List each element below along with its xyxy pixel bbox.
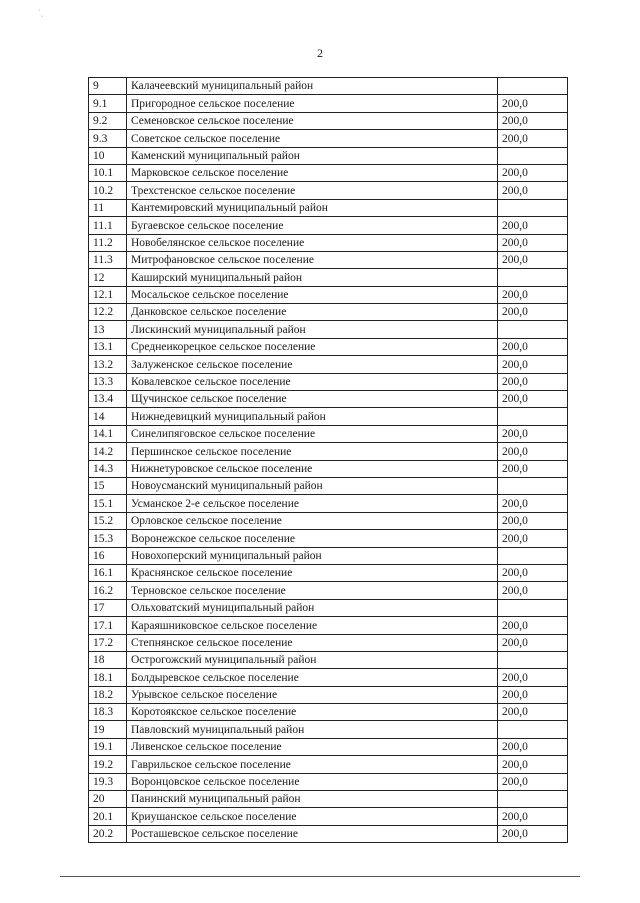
row-name: Данковское сельское поселение	[127, 304, 498, 321]
district-row	[89, 791, 568, 808]
row-amount: 200,0	[498, 164, 568, 181]
row-number: 13.2	[89, 356, 127, 373]
settlement-row	[89, 130, 568, 147]
settlement-row	[89, 217, 568, 234]
row-name: Павловский муниципальный район	[127, 721, 498, 738]
row-amount: 200,0	[498, 217, 568, 234]
row-name: Воронежское сельское поселение	[127, 530, 498, 547]
row-name: Гаврильское сельское поселение	[127, 756, 498, 773]
row-number: 20.2	[89, 825, 127, 842]
row-number: 12	[89, 269, 127, 286]
row-amount: 200,0	[498, 251, 568, 268]
row-amount: 200,0	[498, 95, 568, 112]
settlement-row	[89, 425, 568, 442]
row-number: 10.1	[89, 164, 127, 181]
settlement-row	[89, 234, 568, 251]
row-name: Лискинский муниципальный район	[127, 321, 498, 338]
row-amount: 200,0	[498, 286, 568, 303]
row-number: 15	[89, 477, 127, 494]
settlement-row	[89, 338, 568, 355]
district-row	[89, 721, 568, 738]
row-number: 11.2	[89, 234, 127, 251]
row-amount: 200,0	[498, 617, 568, 634]
row-amount: 200,0	[498, 373, 568, 390]
row-amount	[498, 408, 568, 425]
settlement-row	[89, 634, 568, 651]
settlement-row	[89, 530, 568, 547]
row-name: Советское сельское поселение	[127, 130, 498, 147]
row-number: 11.1	[89, 217, 127, 234]
page-number: 2	[317, 46, 323, 60]
row-name: Щучинское сельское поселение	[127, 391, 498, 408]
row-amount: 200,0	[498, 304, 568, 321]
row-name: Урывское сельское поселение	[127, 686, 498, 703]
row-number: 14.1	[89, 425, 127, 442]
district-row	[89, 547, 568, 564]
settlement-row	[89, 738, 568, 755]
district-row	[89, 78, 568, 95]
row-name: Ольховатский муниципальный район	[127, 599, 498, 616]
row-amount: 200,0	[498, 825, 568, 842]
row-amount: 200,0	[498, 564, 568, 581]
row-name: Каменский муниципальный район	[127, 147, 498, 164]
row-amount: 200,0	[498, 338, 568, 355]
district-row	[89, 651, 568, 668]
row-number: 9.3	[89, 130, 127, 147]
row-number: 19.1	[89, 738, 127, 755]
row-number: 16.2	[89, 582, 127, 599]
settlement-row	[89, 373, 568, 390]
row-amount: 200,0	[498, 773, 568, 790]
row-name: Орловское сельское поселение	[127, 512, 498, 529]
row-name: Терновское сельское поселение	[127, 582, 498, 599]
settlement-row	[89, 286, 568, 303]
row-number: 18.2	[89, 686, 127, 703]
row-name: Марковское сельское поселение	[127, 164, 498, 181]
row-name: Краснянское сельское поселение	[127, 564, 498, 581]
settlement-row	[89, 512, 568, 529]
row-number: 18.3	[89, 704, 127, 721]
row-name: Залуженское сельское поселение	[127, 356, 498, 373]
row-number: 10	[89, 147, 127, 164]
settlement-row	[89, 756, 568, 773]
row-amount	[498, 199, 568, 216]
row-amount: 200,0	[498, 512, 568, 529]
row-name: Нижнетуровское сельское поселение	[127, 460, 498, 477]
row-name: Воронцовское сельское поселение	[127, 773, 498, 790]
settlement-row	[89, 460, 568, 477]
row-number: 20	[89, 791, 127, 808]
row-number: 13.1	[89, 338, 127, 355]
district-row	[89, 147, 568, 164]
row-number: 15.2	[89, 512, 127, 529]
row-amount: 200,0	[498, 686, 568, 703]
row-amount: 200,0	[498, 530, 568, 547]
row-amount: 200,0	[498, 808, 568, 825]
table-body	[89, 78, 568, 843]
row-name: Ковалевское сельское поселение	[127, 373, 498, 390]
row-number: 12.1	[89, 286, 127, 303]
row-name: Каширский муниципальный район	[127, 269, 498, 286]
row-number: 10.2	[89, 182, 127, 199]
settlement-row	[89, 686, 568, 703]
row-number: 12.2	[89, 304, 127, 321]
row-name: Кантемировский муниципальный район	[127, 199, 498, 216]
row-number: 13	[89, 321, 127, 338]
row-amount	[498, 547, 568, 564]
settlement-row	[89, 495, 568, 512]
row-amount: 200,0	[498, 112, 568, 129]
row-amount	[498, 321, 568, 338]
footer-divider	[60, 876, 580, 877]
district-row	[89, 321, 568, 338]
row-name: Бугаевское сельское поселение	[127, 217, 498, 234]
row-number: 14.2	[89, 443, 127, 460]
row-number: 9.1	[89, 95, 127, 112]
row-name: Степнянское сельское поселение	[127, 634, 498, 651]
row-number: 19.2	[89, 756, 127, 773]
row-number: 16	[89, 547, 127, 564]
row-name: Мосальское сельское поселение	[127, 286, 498, 303]
row-name: Усманское 2-е сельское поселение	[127, 495, 498, 512]
row-amount	[498, 269, 568, 286]
row-number: 19	[89, 721, 127, 738]
row-name: Пригородное сельское поселение	[127, 95, 498, 112]
allocation-table	[88, 77, 568, 843]
settlement-row	[89, 773, 568, 790]
row-amount: 200,0	[498, 634, 568, 651]
settlement-row	[89, 112, 568, 129]
row-name: Коротоякское сельское поселение	[127, 704, 498, 721]
row-amount: 200,0	[498, 234, 568, 251]
settlement-row	[89, 564, 568, 581]
row-name: Митрофановское сельское поселение	[127, 251, 498, 268]
row-amount	[498, 477, 568, 494]
settlement-row	[89, 704, 568, 721]
settlement-row	[89, 356, 568, 373]
row-name: Нижнедевицкий муниципальный район	[127, 408, 498, 425]
settlement-row	[89, 164, 568, 181]
settlement-row	[89, 251, 568, 268]
settlement-row	[89, 95, 568, 112]
row-name: Калачеевский муниципальный район	[127, 78, 498, 95]
row-amount: 200,0	[498, 130, 568, 147]
row-number: 16.1	[89, 564, 127, 581]
row-amount	[498, 791, 568, 808]
row-name: Синелипяговское сельское поселение	[127, 425, 498, 442]
row-amount: 200,0	[498, 495, 568, 512]
row-name: Новоусманский муниципальный район	[127, 477, 498, 494]
settlement-row	[89, 808, 568, 825]
row-number: 13.4	[89, 391, 127, 408]
row-number: 14	[89, 408, 127, 425]
row-number: 11.3	[89, 251, 127, 268]
row-number: 18.1	[89, 669, 127, 686]
row-amount: 200,0	[498, 756, 568, 773]
row-amount: 200,0	[498, 182, 568, 199]
row-amount: 200,0	[498, 704, 568, 721]
row-name: Семеновское сельское поселение	[127, 112, 498, 129]
row-name: Ливенское сельское поселение	[127, 738, 498, 755]
row-number: 17	[89, 599, 127, 616]
settlement-row	[89, 182, 568, 199]
row-number: 11	[89, 199, 127, 216]
row-number: 19.3	[89, 773, 127, 790]
row-amount: 200,0	[498, 356, 568, 373]
row-name: Среднеикорецкое сельское поселение	[127, 338, 498, 355]
row-amount	[498, 147, 568, 164]
row-number: 9.2	[89, 112, 127, 129]
row-name: Росташевское сельское поселение	[127, 825, 498, 842]
district-row	[89, 269, 568, 286]
row-amount: 200,0	[498, 391, 568, 408]
district-row	[89, 599, 568, 616]
row-amount: 200,0	[498, 443, 568, 460]
settlement-row	[89, 391, 568, 408]
row-name: Караяшниковское сельское поселение	[127, 617, 498, 634]
row-name: Криушанское сельское поселение	[127, 808, 498, 825]
row-amount	[498, 599, 568, 616]
row-amount: 200,0	[498, 425, 568, 442]
row-amount: 200,0	[498, 582, 568, 599]
row-amount: 200,0	[498, 738, 568, 755]
row-amount	[498, 651, 568, 668]
row-amount: 200,0	[498, 460, 568, 477]
settlement-row	[89, 443, 568, 460]
row-number: 20.1	[89, 808, 127, 825]
row-name: Болдыревское сельское поселение	[127, 669, 498, 686]
row-number: 17.1	[89, 617, 127, 634]
row-number: 14.3	[89, 460, 127, 477]
row-number: 15.1	[89, 495, 127, 512]
row-number: 17.2	[89, 634, 127, 651]
row-name: Острогожский муниципальный район	[127, 651, 498, 668]
settlement-row	[89, 304, 568, 321]
district-row	[89, 477, 568, 494]
district-row	[89, 199, 568, 216]
row-amount	[498, 78, 568, 95]
scan-speck: ˙ˏ	[38, 8, 44, 17]
row-name: Першинское сельское поселение	[127, 443, 498, 460]
district-row	[89, 408, 568, 425]
row-name: Панинский муниципальный район	[127, 791, 498, 808]
row-number: 15.3	[89, 530, 127, 547]
settlement-row	[89, 617, 568, 634]
row-number: 18	[89, 651, 127, 668]
row-amount: 200,0	[498, 669, 568, 686]
row-name: Трехстенское сельское поселение	[127, 182, 498, 199]
row-amount	[498, 721, 568, 738]
settlement-row	[89, 582, 568, 599]
settlement-row	[89, 825, 568, 842]
row-number: 13.3	[89, 373, 127, 390]
row-name: Новохоперский муниципальный район	[127, 547, 498, 564]
row-number: 9	[89, 78, 127, 95]
settlement-row	[89, 669, 568, 686]
row-name: Новобелянское сельское поселение	[127, 234, 498, 251]
